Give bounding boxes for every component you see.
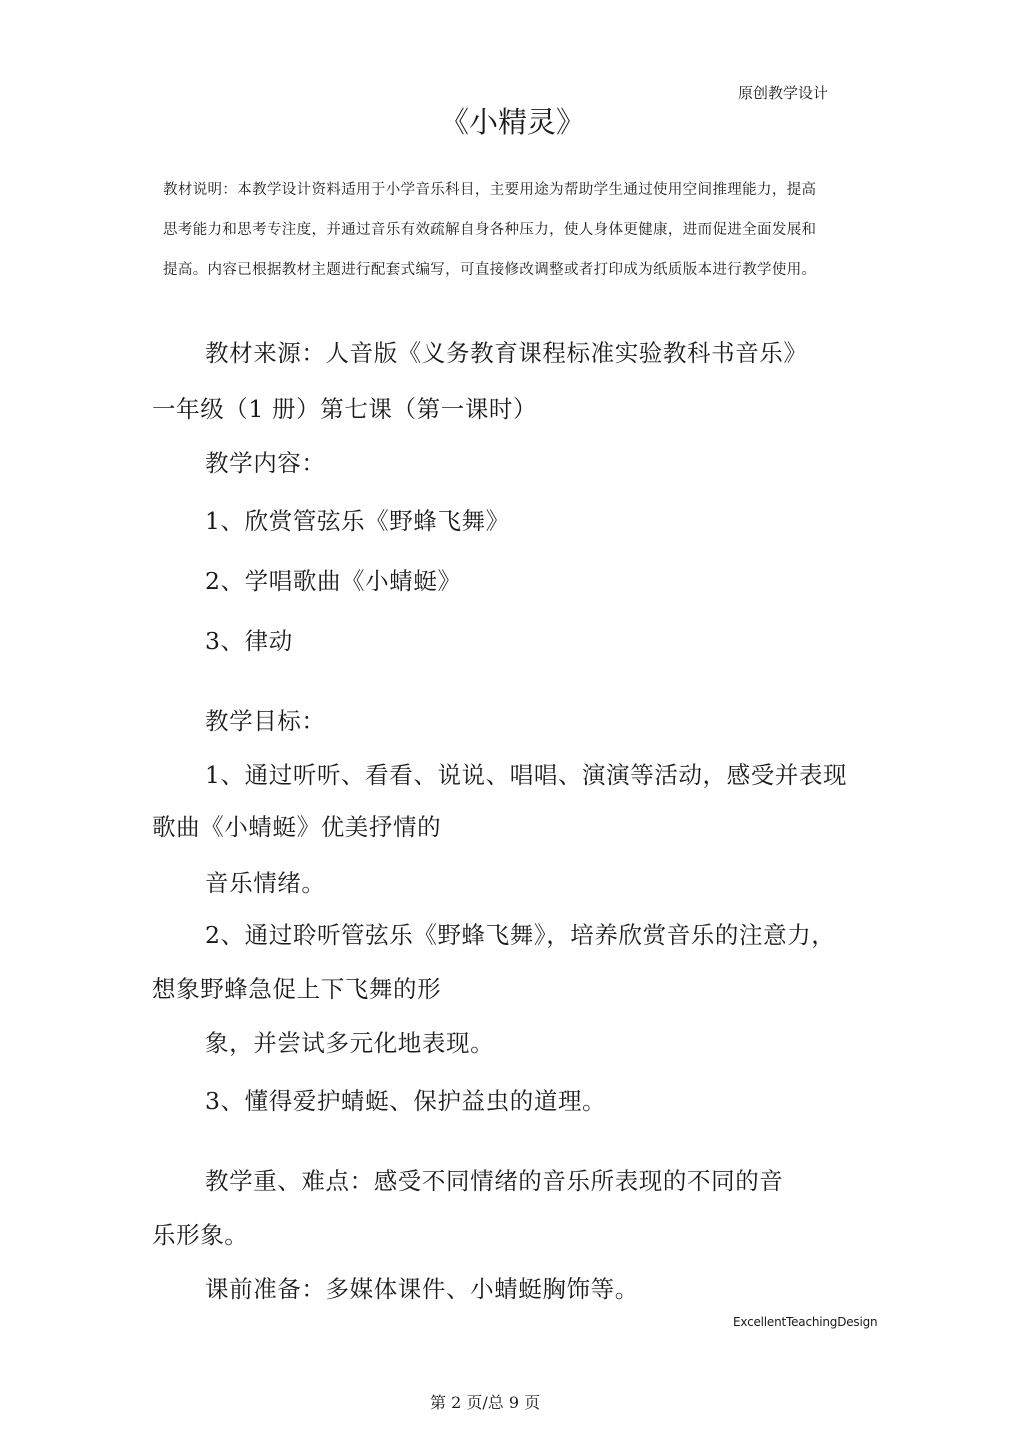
key-points-line: 教学重、难点：感受不同情绪的音乐所表现的不同的音 <box>205 1167 784 1195</box>
description-line: 提高。内容已根据教材主题进行配套式编写，可直接修改调整或者打印成为纸质版本进行教学使用。 <box>163 262 817 278</box>
description-line: 思考能力和思考专注度，并通过音乐有效疏解自身各种压力，使人身体更健康，进而促进全面发展和 <box>163 222 817 238</box>
goal-item: 1、通过听听、看看、说说、唱唱、演演等活动，感受并表现 <box>205 761 848 789</box>
goal-item: 3、懂得爱护蜻蜓、保护益虫的道理。 <box>205 1087 607 1115</box>
goal-item-continued: 想象野蜂急促上下飞舞的形 <box>152 975 442 1003</box>
content-heading: 教学内容： <box>205 449 326 477</box>
header-tag: 原创教学设计 <box>738 84 829 102</box>
content-item: 3、律动 <box>205 627 293 655</box>
goal-item: 2、通过聆听管弦乐《野蜂飞舞》，培养欣赏音乐的注意力， <box>205 921 836 949</box>
page-title: 《小精灵》 <box>440 105 586 139</box>
footer-brand: ExcellentTeachingDesign <box>733 1315 878 1329</box>
source-line-continued: 一年级（1 册）第七课（第一课时） <box>152 395 538 423</box>
goals-heading: 教学目标： <box>205 707 326 735</box>
page-number: 第 2 页/总 9 页 <box>430 1393 541 1412</box>
preparation-line: 课前准备：多媒体课件、小蜻蜓胸饰等。 <box>205 1275 639 1303</box>
goal-item-continued: 象，并尝试多元化地表现。 <box>205 1029 495 1057</box>
goal-item-continued: 歌曲《小蜻蜓》优美抒情的 <box>152 813 442 841</box>
source-line: 教材来源：人音版《义务教育课程标准实验教科书音乐》 <box>205 339 808 367</box>
content-item: 2、学唱歌曲《小蜻蜓》 <box>205 567 462 595</box>
goal-item-continued: 音乐情绪。 <box>205 869 326 897</box>
content-item: 1、欣赏管弦乐《野蜂飞舞》 <box>205 507 510 535</box>
key-points-line-continued: 乐形象。 <box>152 1221 249 1249</box>
description-line: 教材说明：本教学设计资料适用于小学音乐科目，主要用途为帮助学生通过使用空间推理能力，提高 <box>163 182 817 198</box>
